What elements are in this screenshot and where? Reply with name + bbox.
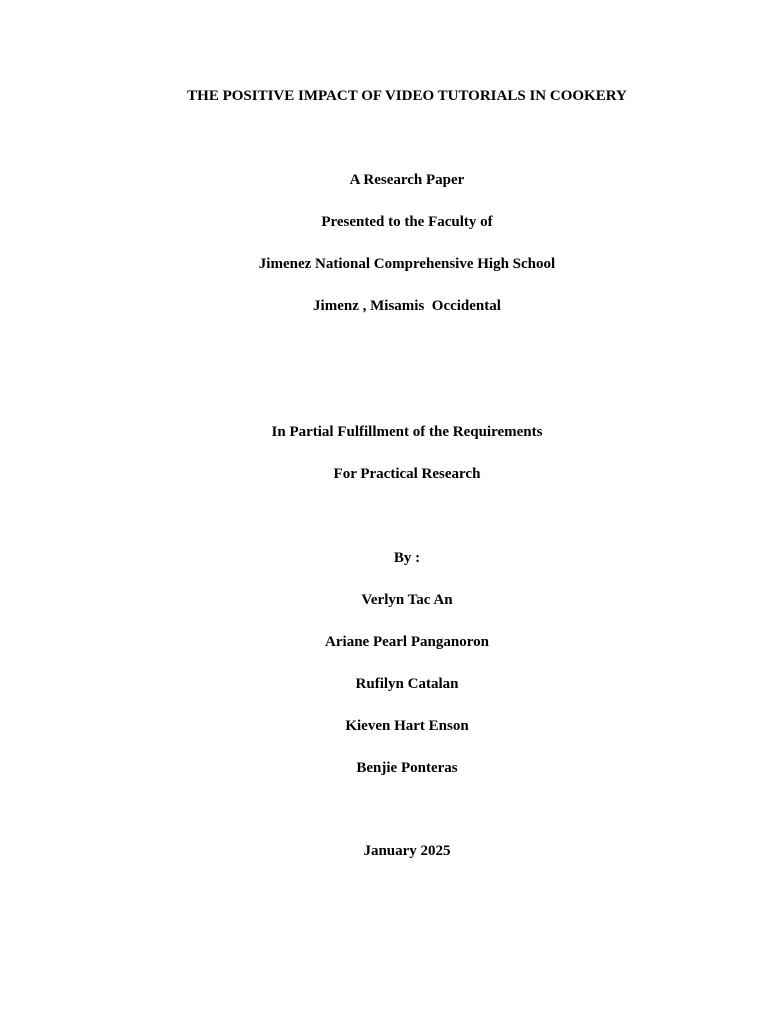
presented-to: Presented to the Faculty of [321,214,493,230]
author-name: Benjie Ponteras [356,760,458,776]
by-label: By : [393,550,421,566]
subject-name: For Practical Research [333,466,481,482]
fulfillment-statement: In Partial Fulfillment of the Requirements [271,424,543,440]
submission-date: January 2025 [363,843,451,859]
author-name: Kieven Hart Enson [345,718,469,734]
author-name: Rufilyn Catalan [355,676,459,692]
paper-title: THE POSITIVE IMPACT OF VIDEO TUTORIALS IN COOKERY [187,88,627,104]
paper-type: A Research Paper [349,172,465,188]
author-name: Ariane Pearl Panganoron [325,634,489,650]
author-name: Verlyn Tac An [361,592,453,608]
school-name: Jimenez National Comprehensive High School [258,256,556,272]
school-location: Jimenz , Misamis Occidental [313,298,501,314]
